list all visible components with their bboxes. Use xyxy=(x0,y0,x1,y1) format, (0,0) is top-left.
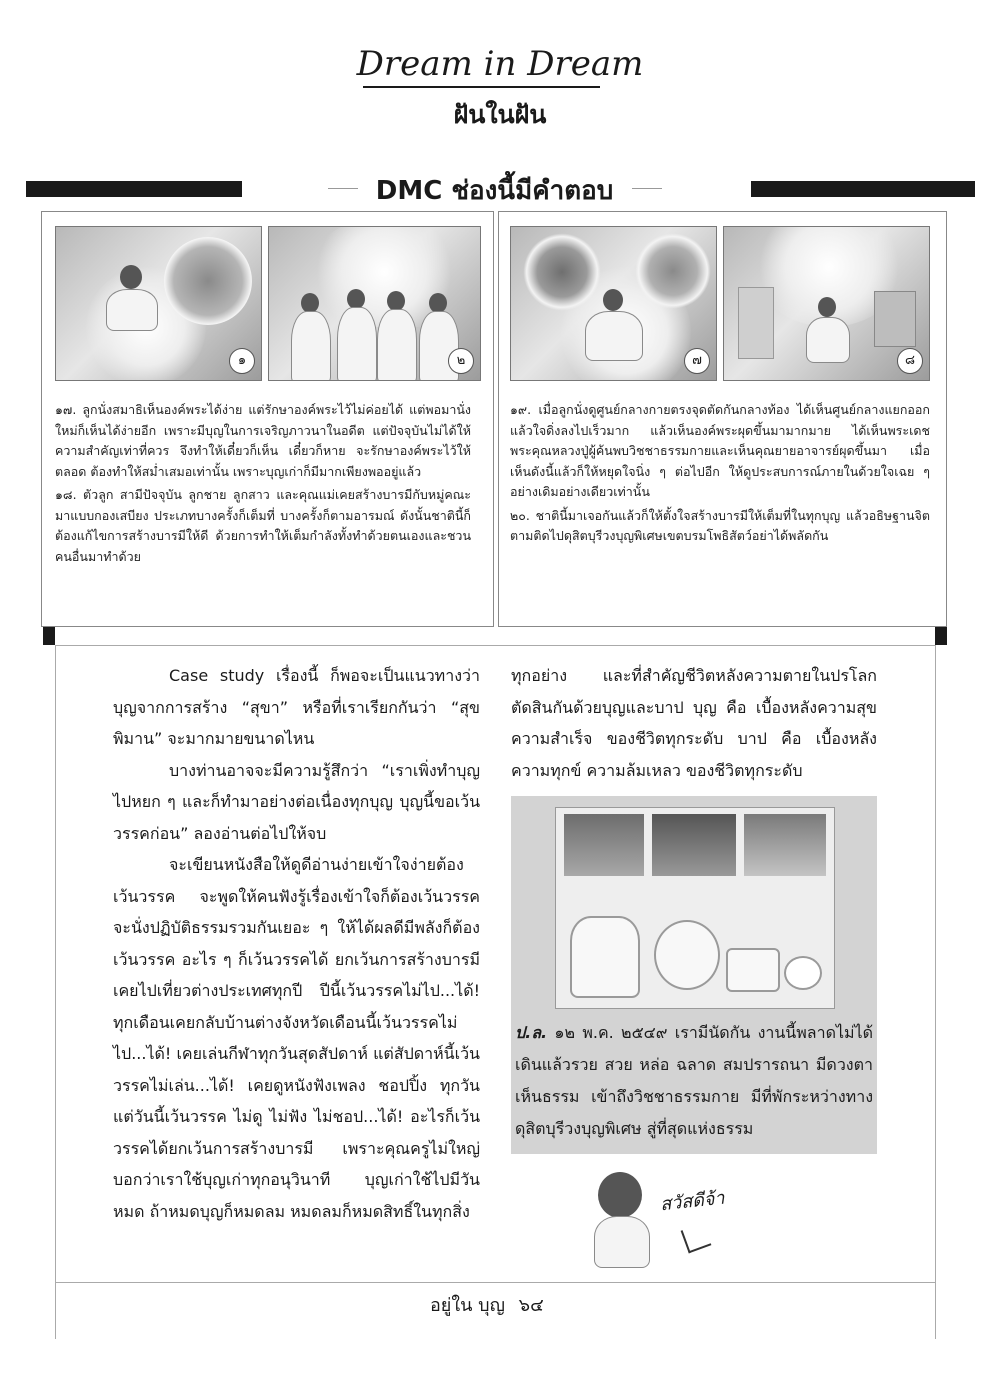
photo-8 xyxy=(723,226,930,381)
photo-1 xyxy=(55,226,262,381)
vision-circle xyxy=(164,237,252,325)
section-title: DMC ช่องนี้มีคำตอบ xyxy=(375,176,614,206)
qa-text-right xyxy=(510,400,930,550)
author-signature: สวัสดีจ้า xyxy=(659,1187,726,1216)
magazine-subtitle: ฝันในฝัน xyxy=(453,100,547,129)
article-paragraph-3: จะเขียนหนังสือให้ดูดีอ่านง่ายเข้าใจง่ายต้องเว้นวรรค จะพูดให้คนฟังรู้เรื่องเข้าใจก็ต้องเว้นวรรค จะนั่งปฏิบัติธรรมรวมกันเยอะ ๆ ให้ได้ผลดีมีพลังก็ต้องเว้นวรรค อะไร ๆ ก็เว้นวรรคได้ ยกเว้นการสร้างบารมี เคยไปเที่ยวต่างประเทศทุกปี ปีนี้เว้นวรรคไม่ไป...ได้! ทุกเดือนเคยกลับบ้านต่างจังหวัดเดือนนี้เว้นวรรคไม่ไป...ได้! เคยเล่นกีฬาทุกวันสุดสัปดาห์ แต่สัปดาห์นี้เว้นวรรคไม่เล่น...ได้! เคยดูหนังฟังเพลง ชอปปิ้ง ทุกวัน แต่วันนี้เว้นวรรค ไม่ดู ไม่ฟัง ไม่ชอป...ได้! อะไรก็เว้นวรรคได้ยกเว้นการสร้างบารมี เพราะคุณครูไม่ใหญ่บอกว่าเราใช้บุญเก่าทุกอนุวินาที บุญเก่าใช้ไปมีวันหมด ถ้าหมดบุญก็หมดลม หมดลมก็หมดสิทธิ์ในทุกสิ่ง xyxy=(113,855,480,1221)
family-head-3 xyxy=(387,291,405,311)
corner-mark-left xyxy=(43,627,55,645)
family-member-2 xyxy=(337,307,377,381)
photo-badge-2: ๒ xyxy=(448,348,474,374)
article-paragraph-1: Case study เรื่องนี้ ก็พอจะเป็นแนวทางว่าบุญจากการสร้าง “สุขา” หรือที่เราเรียกกันว่า “สุขพิมาน” จะมากมายขนาดไหน xyxy=(113,666,480,748)
qa-text-left xyxy=(55,400,471,570)
qa-item-17: ๑๗. ลูกนั่งสมาธิเห็นองค์พระได้ง่าย แต่รักษาองค์พระไว้ไม่ค่อยได้ แต่พอมานั่งใหม่ก็เห็นได้ง่ายอีก เพราะมีบุญในการเจริญภาวนาในอดีต แต่ปัจจุบันไม่ได้ให้ความสำคัญเท่าที่ควร จึงทำให้เดี๋ยวก็เห็น เดี๋ยวก็หาย จะรักษาองค์พระไว้ให้ตลอด ต้องทำให้สม่ำเสมอเท่านั้น เพราะบุญเก่าก็มีมากเพียงพออยู่แล้ว xyxy=(55,402,471,479)
article-left-column xyxy=(113,660,480,1227)
family-head-1 xyxy=(301,293,319,313)
figure-photo-2 xyxy=(652,814,736,876)
family-member-3 xyxy=(377,309,417,381)
family-member-1 xyxy=(291,311,331,381)
photo-7 xyxy=(510,226,717,381)
figure-photo-3 xyxy=(744,814,826,876)
celestial-shrine-right xyxy=(874,291,916,347)
magazine-title: Dream in Dream xyxy=(356,44,644,84)
title-underline xyxy=(363,86,600,88)
author-cartoon xyxy=(590,1172,652,1272)
crystal-model-4 xyxy=(784,956,822,990)
family-head-4 xyxy=(429,293,447,313)
ps-text: ๑๒ พ.ค. ๒๕๔๙ เรามีนัดกัน งานนี้พลาดไม่ได้ เดินแล้วรวย สวย หล่อ ฉลาด สมปรารถนา มีดวงตาเห็นธรรม เข้าถึงวิชชาธรรมกาย มีที่พักระหว่างทางดุสิตบุรีวงบุญพิเศษ สู่ที่สุดแห่งธรรม xyxy=(515,1023,873,1138)
portrait-monk xyxy=(523,233,601,311)
figure-photo-1 xyxy=(564,814,644,876)
figure-restroom-models xyxy=(555,807,835,1009)
crystal-model-2 xyxy=(654,920,720,990)
section-rule-right xyxy=(632,188,662,189)
qa-item-18: ๑๘. ตัวลูก สามีปัจจุบัน ลูกชาย ลูกสาว และคุณแม่เคยสร้างบารมีกับหมู่คณะมาแบบกองเสบียง ประเภทบางครั้งก็เต็มที่ บางครั้งก็ตามอารมณ์ ดังนั้นชาตินี้ก็ต้องแก้ไขการสร้างบารมีให้ดี ด้วยการทำให้เต็มกำลังทั้งทำด้วยตนเองและชวนคนอื่นมาทำด้วย xyxy=(55,487,471,564)
footer-rule xyxy=(55,1282,936,1283)
photo-badge-1: ๑ xyxy=(229,348,255,374)
footer-brand: อยู่ใน บุญ xyxy=(430,1295,505,1316)
photo-2 xyxy=(268,226,481,381)
section-rule-left xyxy=(328,188,358,189)
article-paragraph-2: บางท่านอาจจะมีความรู้สึกว่า “เราเพิ่งทำบุญไปหยก ๆ และก็ทำมาอย่างต่อเนื่องทุกบุญ บุญนี้ขอเว้นวรรคก่อน” ลองอ่านต่อไปให้จบ xyxy=(113,760,480,843)
praying-person xyxy=(806,317,850,363)
qa-item-19: ๑๙. เมื่อลูกนั่งดูศูนย์กลางกายตรงจุดตัดกันกลางท้อง ได้เห็นศูนย์กลางแยกออกแล้วใจดิ่งลงไปเร็วมาก แล้วเห็นองค์พระผุดขึ้นมามากมาย ได้เห็นพระเดชพระคุณหลวงปู่ผู้ค้นพบวิชชาธรรมกายและเห็นคุณยายอาจารย์ผุดขึ้นมา เมื่อเห็นดังนี้แล้วก็ให้หยุดใจนิ่ง ๆ ต่อไปอีก ให้ดูประสบการณ์ภายในด้วยใจเฉย ๆ อย่างเดิมอย่างเดียวเท่านั้น xyxy=(510,402,930,499)
portrait-teacher xyxy=(635,233,711,309)
family-head-2 xyxy=(347,289,365,309)
section-bar-right xyxy=(751,181,975,197)
qa-item-20: ๒๐. ชาตินี้มาเจอกันแล้วก็ให้ตั้งใจสร้างบารมีให้เต็มที่ในทุกบุญ แล้วอธิษฐานจิตตามติดไปดุสิตบุรีวงบุญพิเศษเขตบรมโพธิสัตว์อย่าได้พลัดกัน xyxy=(510,507,930,543)
praying-head xyxy=(818,297,836,317)
meditator-head xyxy=(120,265,142,289)
photo-badge-7: ๗ xyxy=(684,348,710,374)
meditator-body xyxy=(106,289,158,331)
article-right-column xyxy=(511,660,877,786)
page-footer xyxy=(430,1290,544,1319)
celestial-pillar-left xyxy=(738,287,774,359)
crystal-model-1 xyxy=(570,916,640,998)
corner-mark-right xyxy=(935,627,947,645)
crystal-model-3 xyxy=(726,948,780,992)
page-number: ๖๔ xyxy=(518,1295,544,1316)
ps-caption xyxy=(511,1017,877,1145)
ps-label: ป.ล. xyxy=(515,1023,548,1042)
article-right-paragraph: ทุกอย่าง และที่สำคัญชีวิตหลังความตายในปรโลกตัดสินกันด้วยบุญและบาป บุญ คือ เบื้องหลังความสุข ความสำเร็จ ของชีวิตทุกระดับ บาป คือ เบื้องหลัง ความทุกข์ ความล้มเหลว ของชีวิตทุกระดับ xyxy=(511,666,877,780)
meditator-head xyxy=(603,289,623,311)
meditator-body xyxy=(585,311,643,361)
cartoon-head xyxy=(598,1172,642,1218)
section-bar-left xyxy=(26,181,242,197)
photo-badge-8: ๘ xyxy=(897,348,923,374)
cartoon-body xyxy=(594,1216,650,1268)
